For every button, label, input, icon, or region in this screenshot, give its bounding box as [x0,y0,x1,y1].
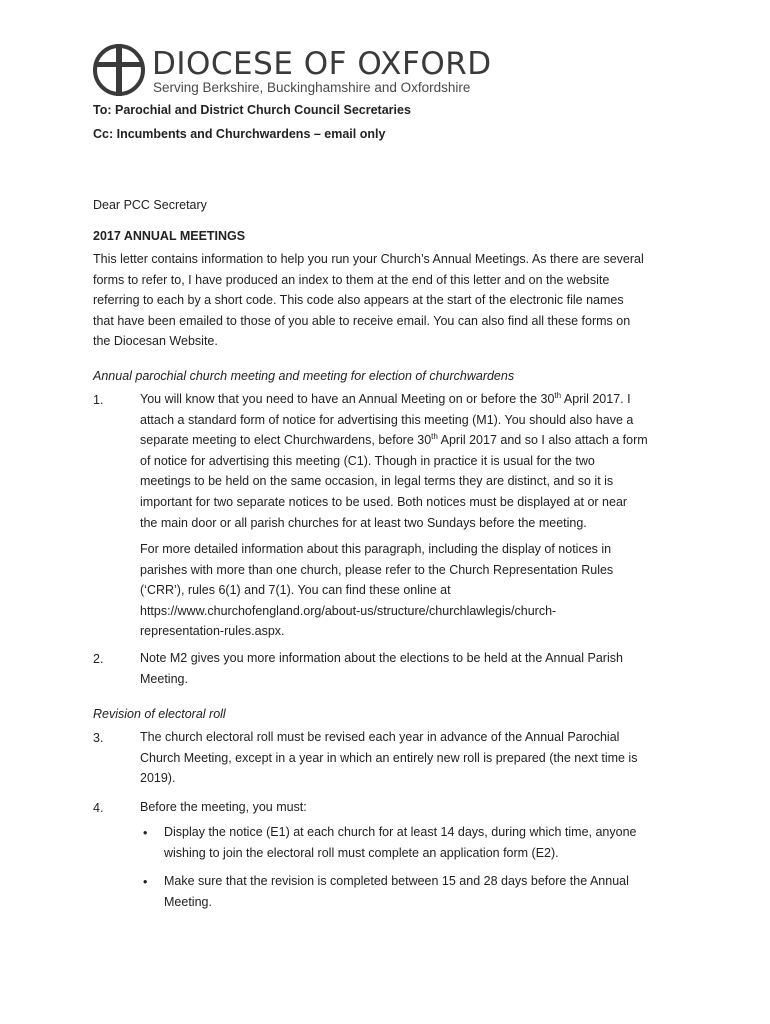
item-line: separate meeting to elect Churchwardens, before 30th April 2017 and so I also attach a form [140,432,648,448]
bullet-icon: • [143,826,148,840]
item-1-more-info [140,539,680,642]
bullet-item [164,871,674,912]
salutation: Dear PCC Secretary [93,198,207,212]
bullet-line: wishing to join the electoral roll must complete an application form (E2). [164,845,559,860]
intro-line: referring to each by a short code. This code also appears at the start of the electronic file names [93,293,624,308]
bullet-line: Display the notice (E1) at each church for at least 14 days, during which time, anyone [164,825,637,839]
item-1-text [140,389,680,533]
bullet-line: Make sure that the revision is completed between 15 and 28 days before the Annual [164,874,629,888]
item-line: (‘CRR’), rules 6(1) and 7(1). You can find these online at [140,583,451,598]
item-line: the main door or all parish churches for at least two Sundays before the meeting. [140,515,587,530]
item-line: The church electoral roll must be revised each year in advance of the Annual Parochial [140,730,620,744]
item-4-text [140,797,680,818]
item-line: 2019). [140,771,176,786]
intro-line: the Diocesan Website. [93,334,218,349]
item-line: Meeting. [140,671,188,686]
item-2-text [140,648,680,689]
letter-heading: 2017 ANNUAL MEETINGS [93,229,246,243]
item-line-url: https://www.churchofengland.org/about-us/structure/churchlawlegis/church- [140,603,557,618]
item-number: 1. [93,393,104,407]
item-line: meetings to be held on the same occasion, in legal terms they are distinct, and so it is [140,474,614,489]
item-line: important for two separate notices to be used. Both notices must be displayed at or near [140,494,628,509]
org-name: DIOCESE OF OXFORD [152,46,492,82]
intro-line: that have been emailed to those of you able to receive email. You can also find all these forms on [93,313,631,328]
item-line: You will know that you need to have an Annual Meeting on or before the 30th April 2017. I [140,390,631,406]
diocese-logo [92,42,512,98]
item-line: of notice for advertising this meeting (C1). Though in practice it is usual for the two [140,453,595,468]
item-line: Before the meeting, you must: [140,800,307,814]
item-3-text [140,727,680,789]
item-line-url: representation-rules.aspx. [140,624,285,639]
intro-paragraph [93,249,693,352]
item-line: Note M2 gives you more information about the elections to be held at the Annual Parish [140,651,623,665]
section-title-annual-meeting: Annual parochial church meeting and meeting for election of churchwardens [93,369,515,383]
intro-line: forms to refer to, I have produced an index to them at the end of this letter and on the website [93,272,610,287]
to-line: To: Parochial and District Church Council Secretaries [93,103,411,117]
item-line: attach a standard form of notice for advertising this meeting (M1). You should also have a [140,412,634,427]
bullet-line: Meeting. [164,894,212,909]
item-number: 3. [93,731,104,745]
cross-circle-icon [92,42,148,98]
item-line: parishes with more than one church, please refer to the Church Representation Rules [140,562,614,577]
item-number: 4. [93,801,104,815]
bullet-item [164,822,674,863]
bullet-icon: • [143,875,148,889]
intro-line: This letter contains information to help you run your Church’s Annual Meetings. As there are several [93,252,644,266]
cc-line: Cc: Incumbents and Churchwardens – email only [93,127,386,141]
item-number: 2. [93,652,104,666]
org-tagline: Serving Berkshire, Buckinghamshire and Oxfordshire [153,80,471,95]
section-title-electoral-roll: Revision of electoral roll [93,707,226,721]
item-line: Church Meeting, except in a year in which an entirely new roll is prepared (the next time is [140,750,638,765]
item-line: For more detailed information about this paragraph, including the display of notices in [140,542,612,556]
